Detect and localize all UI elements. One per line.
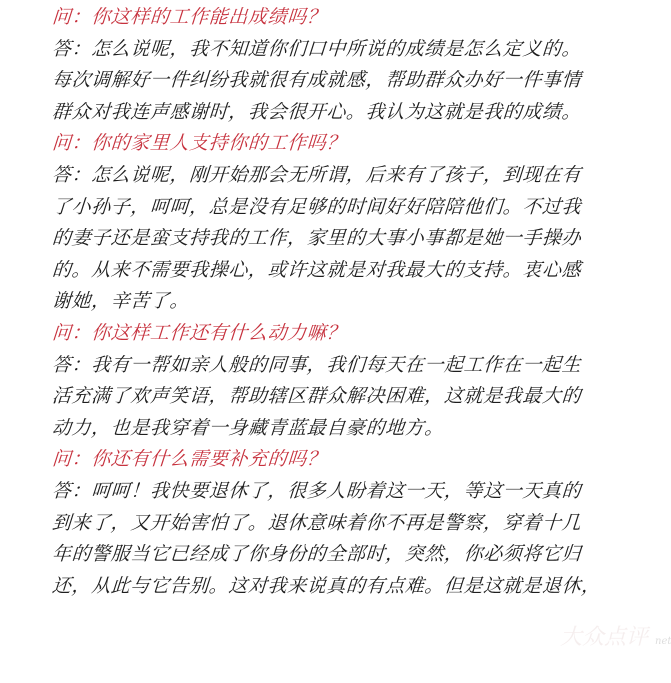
question-1: 问：你这样的工作能出成绩吗？ (51, 6, 328, 28)
answer-4-line-4: 还，从此与它告别。这对我来说真的有点难。但是这就是退休， (51, 574, 602, 597)
answer-3-line-1: 答：我有一帮如亲人般的同事，我们每天在一起工作在一起生 (51, 353, 583, 376)
answer-2-line-3: 的妻子还是蛮支持我的工作，家里的大事小事都是她一手操办 (51, 227, 583, 250)
interview-document (52, 2, 620, 602)
answer-4-line-2: 到来了，又开始害怕了。退休意味着你不再是警察，穿着十几 (51, 511, 583, 534)
answer-2-line-2: 了小孙子，呵呵，总是没有足够的时间好好陪陪他们。不过我 (51, 195, 583, 218)
question-4: 问：你还有什么需要补充的吗？ (51, 448, 328, 471)
watermark (560, 620, 671, 651)
answer-1-line-1: 答：怎么说呢，我不知道你们口中所说的成绩是怎么定义的。 (51, 37, 583, 60)
answer-2-line-5: 谢她，辛苦了。 (51, 290, 191, 313)
answer-4-line-3: 年的警服当它已经成了你身份的全部时，突然，你必须将它归 (51, 543, 583, 566)
question-2: 问：你的家里人支持你的工作吗？ (51, 132, 347, 155)
answer-1-line-3: 群众对我连声感谢时，我会很开心。我认为这就是我的成绩。 (51, 100, 583, 123)
answer-3-line-2: 活充满了欢声笑语，帮助辖区群众解决困难，这就是我最大的 (51, 385, 583, 408)
answer-2-line-1: 答：怎么说呢，刚开始那会无所谓，后来有了孩子，到现在有 (51, 163, 583, 186)
answer-4-line-1: 答：呵呵！我快要退休了，很多人盼着这一天，等这一天真的 (51, 479, 583, 502)
question-3: 问：你这样工作还有什么动力嘛？ (51, 321, 347, 344)
answer-3-line-3: 动力，也是我穿着一身藏青蓝最自豪的地方。 (51, 416, 445, 439)
watermark-suffix: net (655, 636, 671, 647)
answer-2-line-4: 的。从来不需要我操心，或许这就是对我最大的支持。衷心感 (51, 258, 583, 281)
watermark-text: 大众点评 (560, 625, 649, 650)
answer-1-line-2: 每次调解好一件纠纷我就很有成就感，帮助群众办好一件事情 (51, 69, 583, 92)
